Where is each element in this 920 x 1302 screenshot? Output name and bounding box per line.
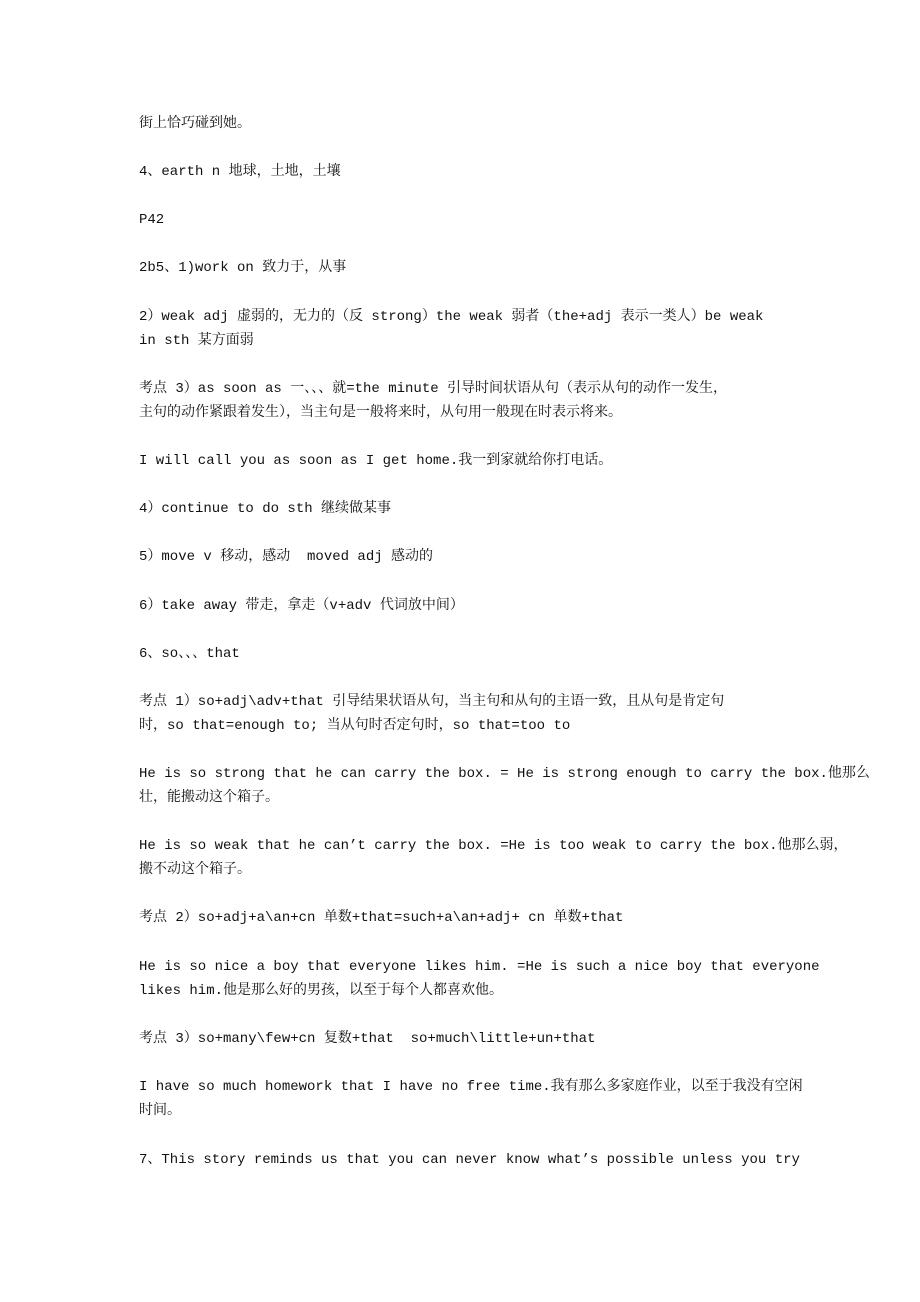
text-line: 2b5、1)work on 致力于，从事 [139, 260, 347, 276]
text-line: He is so strong that he can carry the box. = He is strong enough to carry the box.他那么 [139, 766, 870, 782]
paragraph [139, 160, 809, 184]
text-line: 壮，能搬动这个箱子。 [139, 790, 279, 806]
text-line: I will call you as soon as I get home.我一到家就给你打电话。 [139, 453, 613, 469]
paragraph [139, 594, 809, 618]
text-line: 7、This story reminds us that you can never know what’s possible unless you try [139, 1152, 800, 1168]
text-line: 时间。 [139, 1103, 181, 1119]
paragraph [139, 1148, 809, 1172]
text-line: He is so nice a boy that everyone likes him. =He is such a nice boy that everyone [139, 959, 820, 975]
paragraph [139, 449, 809, 473]
paragraph [139, 112, 809, 136]
text-line: I have so much homework that I have no free time.我有那么多家庭作业，以至于我没有空闲 [139, 1079, 803, 1095]
paragraph [139, 1075, 809, 1123]
text-line: 街上恰巧碰到她。 [139, 116, 251, 132]
text-line: 6）take away 带走，拿走（v+adv 代词放中间） [139, 598, 464, 614]
text-line: 考点 3）so+many\few+cn 复数+that so+much\little+un+that [139, 1031, 596, 1047]
text-line: 主句的动作紧跟着发生），当主句是一般将来时，从句用一般现在时表示将来。 [139, 405, 622, 421]
paragraph [139, 497, 809, 521]
paragraph [139, 762, 870, 810]
paragraph [139, 955, 820, 1003]
text-line: P42 [139, 212, 165, 228]
text-line: 2）weak adj 虚弱的，无力的（反 strong）the weak 弱者（the+adj 表示一类人）be weak [139, 309, 764, 325]
text-line: 时，so that=enough to; 当从句时否定句时，so that=too to [139, 718, 571, 734]
paragraph [139, 208, 809, 232]
paragraph [139, 906, 809, 930]
paragraph [139, 834, 848, 882]
text-line: 考点 2）so+adj+a\an+cn 单数+that=such+a\an+adj+ cn 单数+that [139, 910, 624, 926]
paragraph [139, 545, 809, 569]
text-line: likes him.他是那么好的男孩，以至于每个人都喜欢他。 [139, 983, 504, 999]
paragraph [139, 377, 809, 425]
text-line: 考点 1）so+adj\adv+that 引导结果状语从句，当主句和从句的主语一致，且从句是肯定句 [139, 694, 725, 710]
text-line: 4、earth n 地球，土地，土壤 [139, 164, 341, 180]
text-line: 6、so、、、that [139, 646, 240, 662]
text-line: 考点 3）as soon as 一、、、就=the minute 引导时间状语从句（表示从句的动作一发生， [139, 381, 728, 397]
paragraph [139, 690, 809, 738]
text-line: 4）continue to do sth 继续做某事 [139, 501, 392, 517]
text-line: 5）move v 移动，感动 moved adj 感动的 [139, 549, 434, 565]
paragraph [139, 256, 809, 280]
paragraph [139, 305, 809, 353]
text-line: in sth 某方面弱 [139, 333, 254, 349]
text-line: He is so weak that he can’t carry the box. =He is too weak to carry the box.他那么弱， [139, 838, 848, 854]
paragraph [139, 1027, 809, 1051]
text-line: 搬不动这个箱子。 [139, 862, 251, 878]
paragraph [139, 642, 809, 666]
